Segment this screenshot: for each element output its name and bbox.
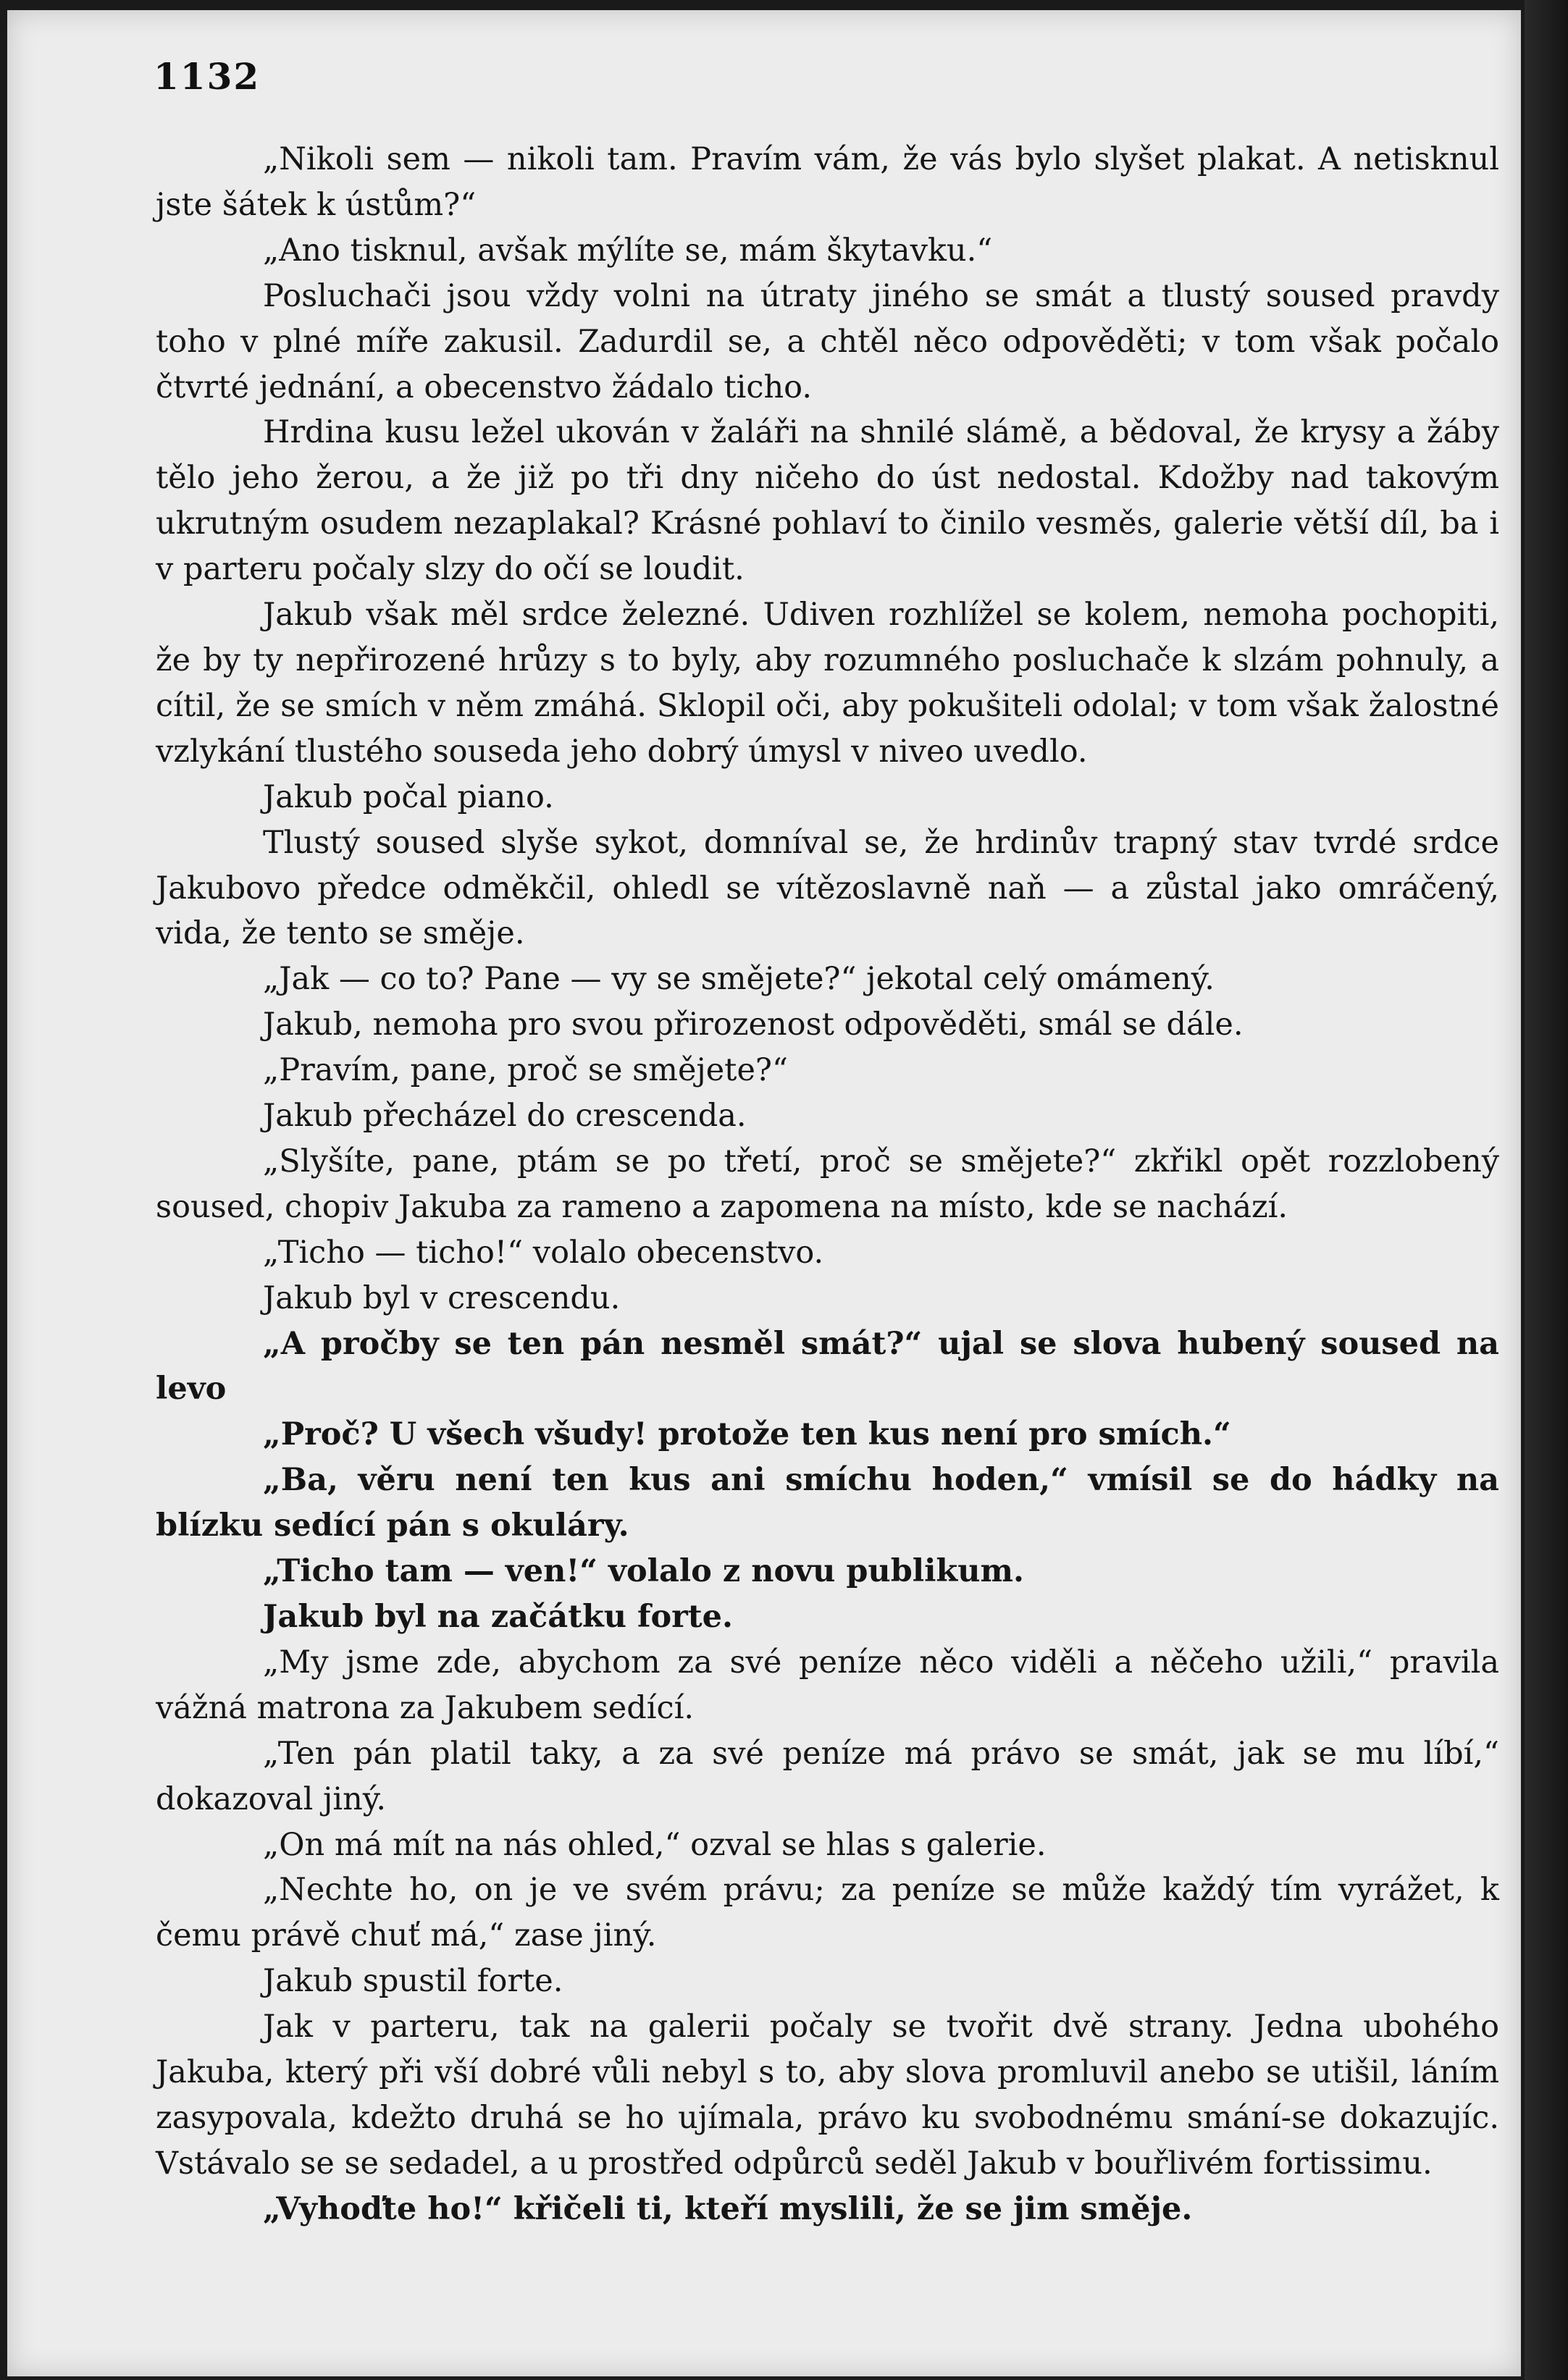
paragraph: „My jsme zde, abychom za své peníze něco viděli a něčeho užili,“ pravila vážná matrona za Jakubem sedící. [156, 1644, 1499, 1726]
paragraph: Jakub byl v crescendu. [263, 1279, 621, 1316]
book-edge [1525, 0, 1568, 2380]
paragraph: „Ano tisknul, avšak mýlíte se, mám škytavku.“ [263, 232, 993, 269]
paragraph: „On má mít na nás ohled,“ ozval se hlas s galerie. [263, 1826, 1047, 1863]
paragraph: „A pročby se ten pán nesměl smát?“ ujal se slova hubený soused na levo [156, 1325, 1499, 1408]
paragraph: Jakub, nemoha pro svou přirozenost odpověděti, smál se dále. [263, 1006, 1244, 1043]
paragraph: „Ticho tam — ven!“ volalo z novu publikum. [263, 1553, 1024, 1590]
paragraph: Jakub počal piano. [263, 778, 554, 815]
paragraph: „Ba, věru není ten kus ani smíchu hoden,“ vmísil se do hádky na blízku sedící pán s okuláry. [156, 1462, 1499, 1544]
page-number: 1132 [154, 55, 261, 98]
paragraph: Posluchači jsou vždy volni na útraty jiného se smát a tlustý soused pravdy toho v plné míře zakusil. Zadurdil se, a chtěl něco odpověděti; v tom však počalo čtvrté jednání, a obecenstvo žádalo ticho. [156, 277, 1499, 405]
paragraph: Jakub spustil forte. [263, 1963, 563, 2000]
book-page [7, 10, 1521, 2376]
paragraph: Jakub přecházel do crescenda. [263, 1098, 747, 1135]
paragraph: „Nikoli sem — nikoli tam. Pravím vám, že vás bylo slyšet plakat. A netisknul jste šátek k ústům?“ [156, 141, 1499, 223]
paragraph: „Slyšíte, pane, ptám se po třetí, proč se smějete?“ zkřikl opět rozzlobený soused, chopiv Jakuba za rameno a zapomena na místo, kde se nachází. [156, 1143, 1499, 1225]
body-text [156, 137, 1499, 2232]
paragraph: „Ten pán platil taky, a za své peníze má právo se smát, jak se mu líbí,“ dokazoval jiný. [156, 1735, 1499, 1817]
paragraph: Jakub byl na začátku forte. [263, 1599, 733, 1635]
paragraph: „Vyhoďte ho!“ křičeli ti, kteří myslili, že se jim směje. [263, 2190, 1193, 2227]
paragraph: „Nechte ho, on je ve svém právu; za peníze se může každý tím vyrážet, k čemu právě chuť má,“ zase jiný. [156, 1872, 1499, 1954]
paragraph: „Jak — co to? Pane — vy se smějete?“ jekotal celý omámený. [263, 961, 1215, 998]
paragraph: Hrdina kusu ležel ukován v žaláři na shnilé slámě, a bědoval, že krysy a žáby tělo jeho žerou, a že již po tři dny ničeho do úst nedostal. Kdožby nad takovým ukrutným osudem nezaplakal? Krásné pohlaví to činilo vesměs, galerie větší díl, ba i v parteru počaly slzy do očí se loudit. [156, 414, 1499, 588]
paragraph: „Pravím, pane, proč se smějete?“ [263, 1052, 788, 1089]
paragraph: „Proč? U všech všudy! protože ten kus není pro smích.“ [263, 1416, 1231, 1453]
paragraph: Jakub však měl srdce železné. Udiven rozhlížel se kolem, nemoha pochopiti, že by ty nepřirozené hrůzy s to byly, aby rozumného posluchače k slzám pohnuly, a cítil, že se smích v něm zmáhá. Sklopil oči, aby pokušiteli odolal; v tom však žalostné vzlykání tlustého souseda jeho dobrý úmysl v niveo uvedlo. [156, 597, 1499, 770]
paragraph: Jak v parteru, tak na galerii počaly se tvořit dvě strany. Jedna ubohého Jakuba, který při vší dobré vůli nebyl s to, aby slova promluvil anebo se utišil, láním zasypovala, kdežto druhá se ho ujímala, právo ku svobodnému smání-se dokazujíc. Vstávalo se se sedadel, a u prostřed odpůrců seděl Jakub v bouřlivém fortissimu. [156, 2009, 1499, 2182]
paragraph: Tlustý soused slyše sykot, domníval se, že hrdinův trapný stav tvrdé srdce Jakubovo předce odměkčil, ohledl se vítězoslavně naň — a zůstal jako omráčený, vida, že tento se směje. [156, 824, 1499, 952]
paragraph: „Ticho — ticho!“ volalo obecenstvo. [263, 1234, 824, 1271]
